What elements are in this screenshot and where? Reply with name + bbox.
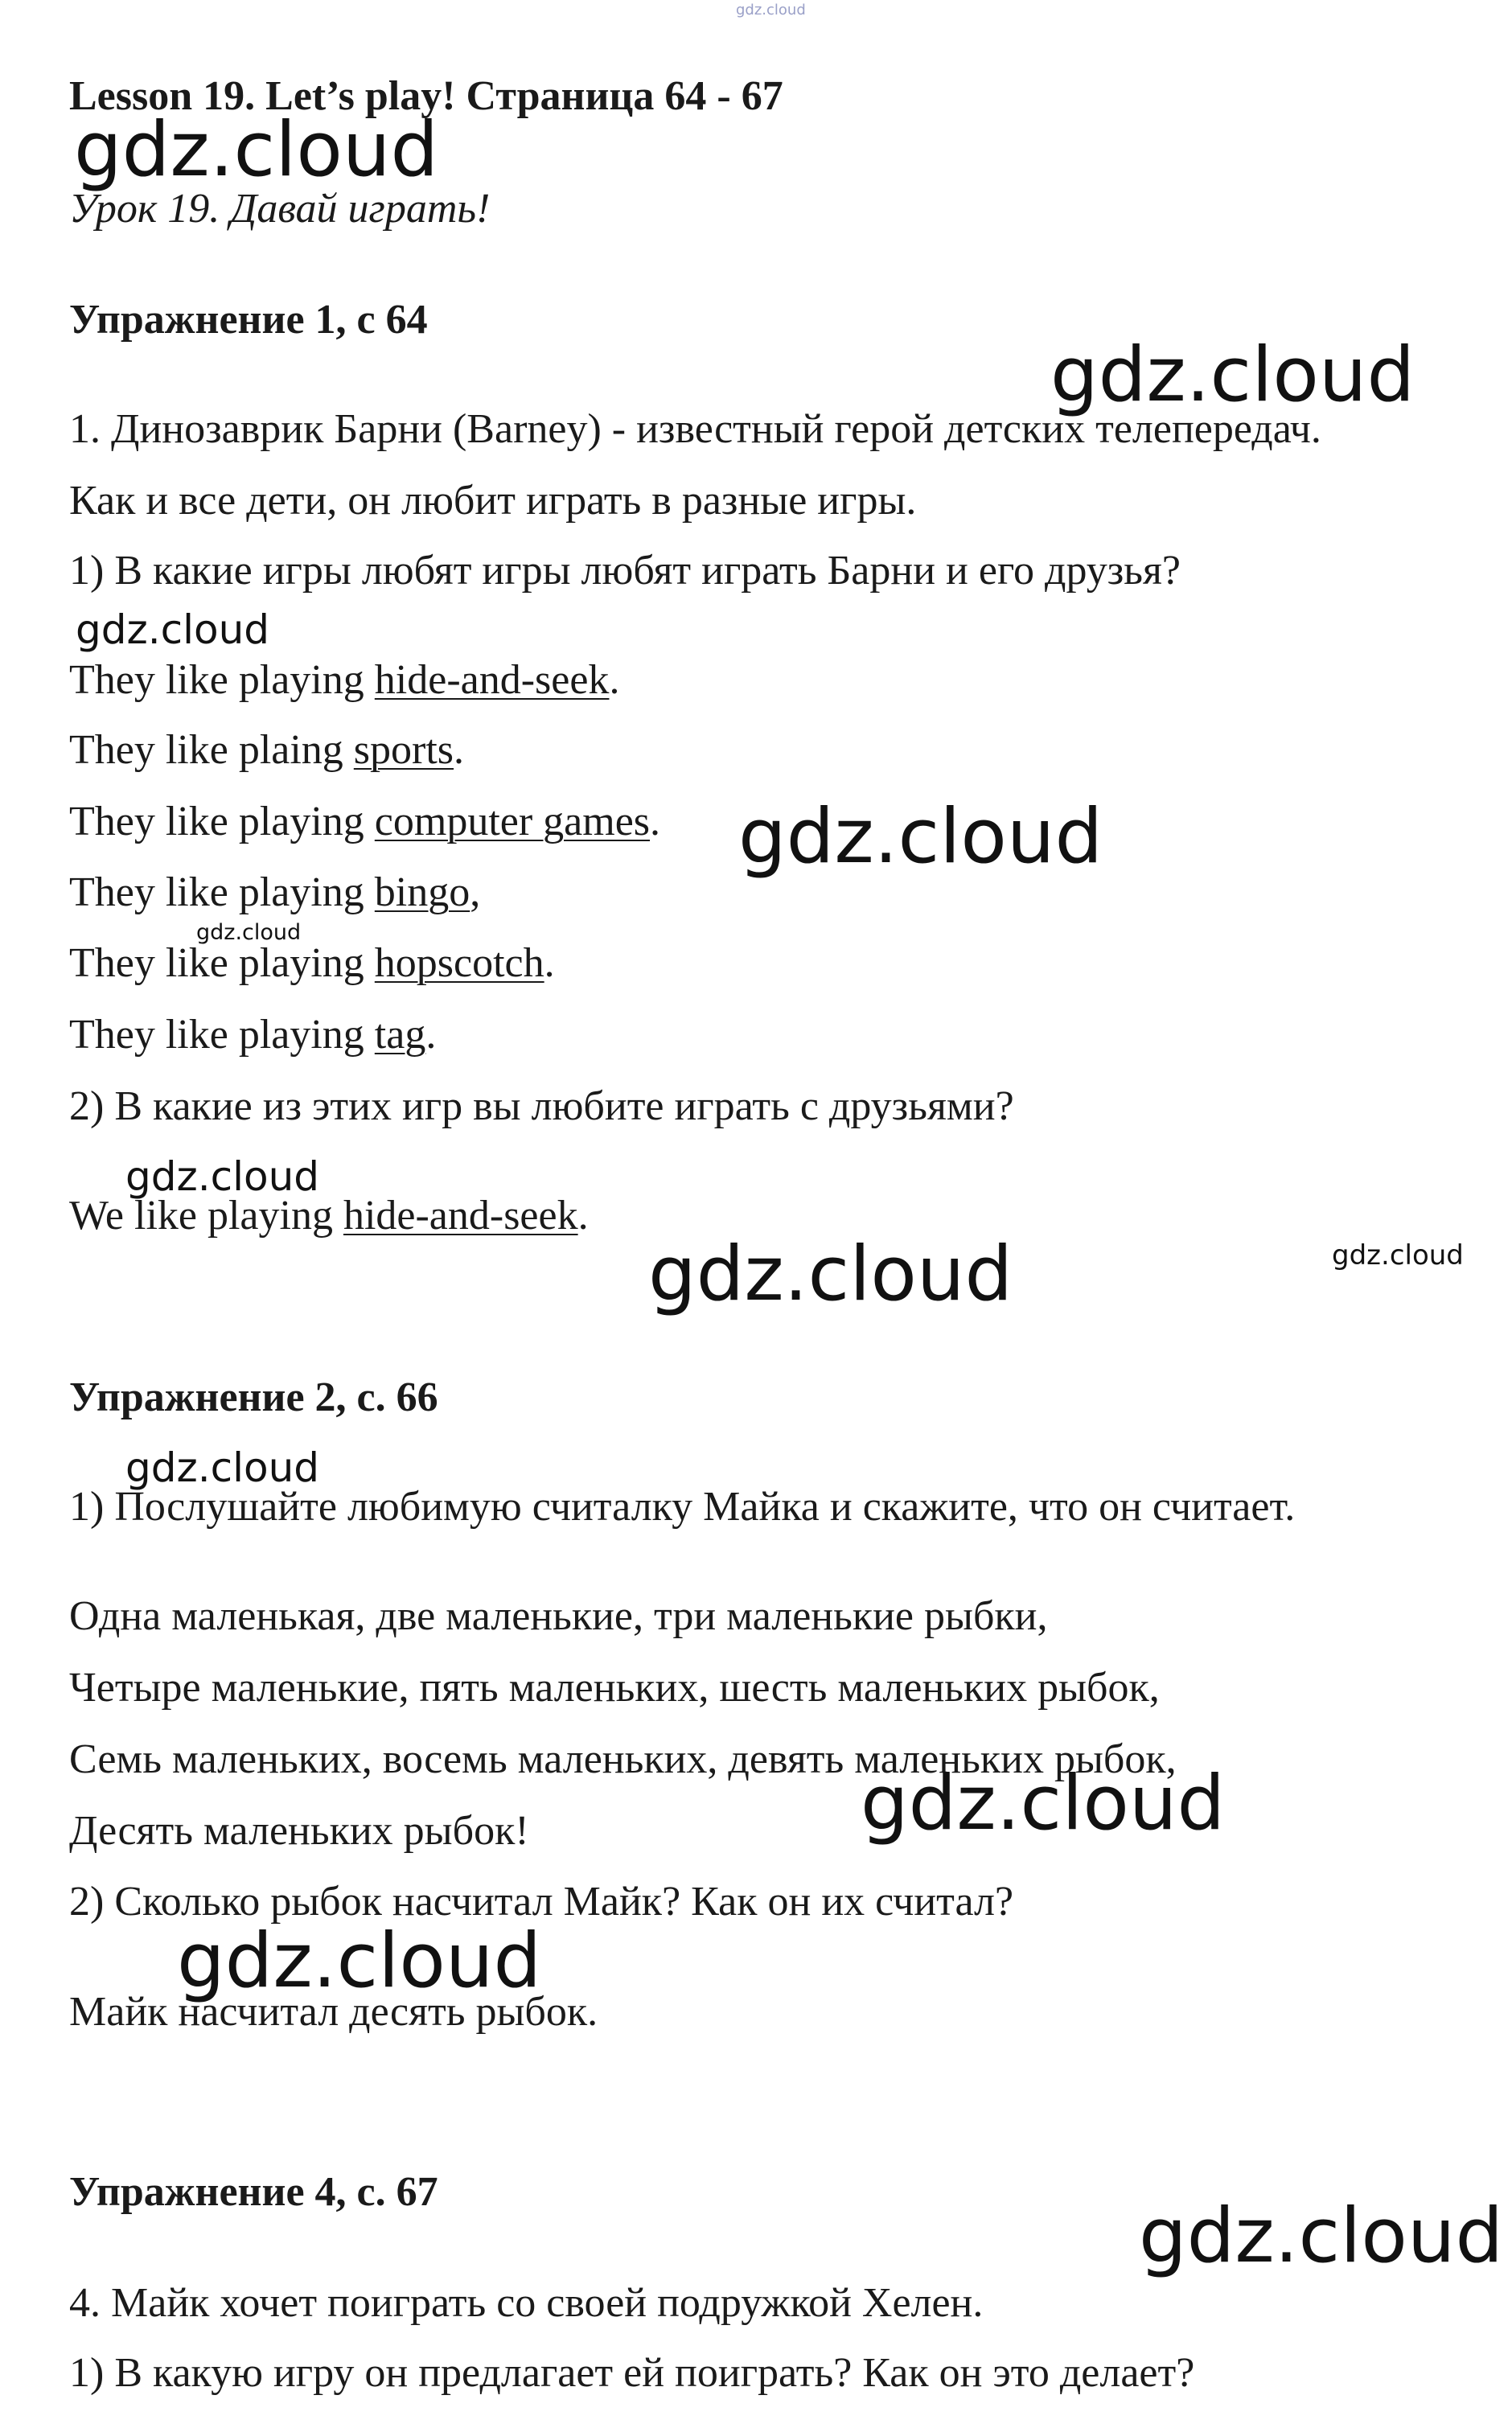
watermark: gdz.cloud <box>1332 1239 1464 1272</box>
answer-prefix: They like playing <box>69 1012 375 1058</box>
answer-game: tag <box>374 1012 426 1058</box>
exercise1-intro-line1: 1. Динозаврик Барни (Barney) - известный герой детских телепередач. <box>69 406 1321 452</box>
answer-prefix: They like playing <box>69 869 375 915</box>
exercise4-intro: 4. Майк хочет поиграть со своей подружкой Хелен. <box>69 2280 984 2326</box>
answer-game: hopscotch <box>374 940 544 986</box>
answer-line <box>69 1014 436 1056</box>
exercise1-question2: 2) В какие из этих игр вы любите играть с друзьями? <box>69 1083 1014 1129</box>
answer-game: hide-and-seek <box>374 657 610 703</box>
watermark: gdz.cloud <box>1050 331 1415 419</box>
page-title: Lesson 19. Let’s play! Страница 64 - 67 <box>69 73 783 119</box>
exercise1-question1: 1) В какие игры любят игры любят играть Барни и его друзья? <box>69 548 1181 594</box>
answer-line <box>69 869 481 915</box>
watermark: gdz.cloud <box>76 606 270 653</box>
answer-line <box>69 801 660 843</box>
answer-prefix: They like plaing <box>69 727 354 773</box>
answer-line <box>69 659 619 701</box>
answer-suffix: . <box>650 799 661 844</box>
watermark: gdz.cloud <box>177 1917 542 2005</box>
answer-game: bingo <box>374 869 470 915</box>
answer-game: sports <box>353 727 454 773</box>
watermark: gdz.cloud <box>648 1230 1013 1318</box>
answer-suffix: . <box>454 727 465 773</box>
watermark: gdz.cloud <box>125 1153 320 1200</box>
exercise1-heading: Упражнение 1, с 64 <box>69 297 428 343</box>
answer-prefix: They like playing <box>69 799 375 844</box>
rhyme-line: Четыре маленькие, пять маленьких, шесть маленьких рыбок, <box>69 1665 1160 1711</box>
answer-game: hide-and-seek <box>343 1193 578 1239</box>
watermark: gdz.cloud <box>196 920 302 945</box>
exercise4-heading: Упражнение 4, с. 67 <box>69 2169 438 2215</box>
answer-line <box>69 729 464 771</box>
answer-prefix: They like playing <box>69 657 375 703</box>
exercise2-question1: 1) Послушайте любимую считалку Майка и скажите, что он считает. <box>69 1484 1296 1530</box>
exercise1-intro-line2: Как и все дети, он любит играть в разные игры. <box>69 478 917 524</box>
exercise2-answer: Майк насчитал десять рыбок. <box>69 1989 598 2035</box>
watermark: gdz.cloud <box>738 793 1103 881</box>
answer-suffix: , <box>470 869 481 915</box>
rhyme-line: Семь маленьких, восемь маленьких, девять маленьких рыбок, <box>69 1736 1177 1782</box>
page-subtitle: Урок 19. Давай играть! <box>69 186 491 232</box>
answer-line <box>69 940 555 986</box>
answer-line <box>69 1195 589 1237</box>
rhyme-line: Десять маленьких рыбок! <box>69 1808 529 1854</box>
answer-suffix: . <box>577 1193 589 1239</box>
watermark: gdz.cloud <box>74 106 439 194</box>
answer-prefix: We like playing <box>69 1193 343 1239</box>
exercise2-heading: Упражнение 2, с. 66 <box>69 1374 438 1420</box>
answer-suffix: . <box>425 1012 437 1058</box>
answer-prefix: They like playing <box>69 940 375 986</box>
rhyme-line: Одна маленькая, две маленькие, три маленькие рыбки, <box>69 1593 1048 1639</box>
answer-suffix: . <box>544 940 555 986</box>
watermark: gdz.cloud <box>1139 2192 1504 2280</box>
exercise2-question2: 2) Сколько рыбок насчитал Майк? Как он их считал? <box>69 1879 1014 1925</box>
answer-suffix: . <box>609 657 620 703</box>
answer-game: computer games <box>374 799 651 844</box>
exercise4-question1: 1) В какую игру он предлагает ей поиграть? Как он это делает? <box>69 2350 1195 2396</box>
watermark: gdz.cloud <box>861 1760 1226 1847</box>
watermark: gdz.cloud <box>125 1444 320 1491</box>
watermark-top: gdz.cloud <box>736 2 806 18</box>
